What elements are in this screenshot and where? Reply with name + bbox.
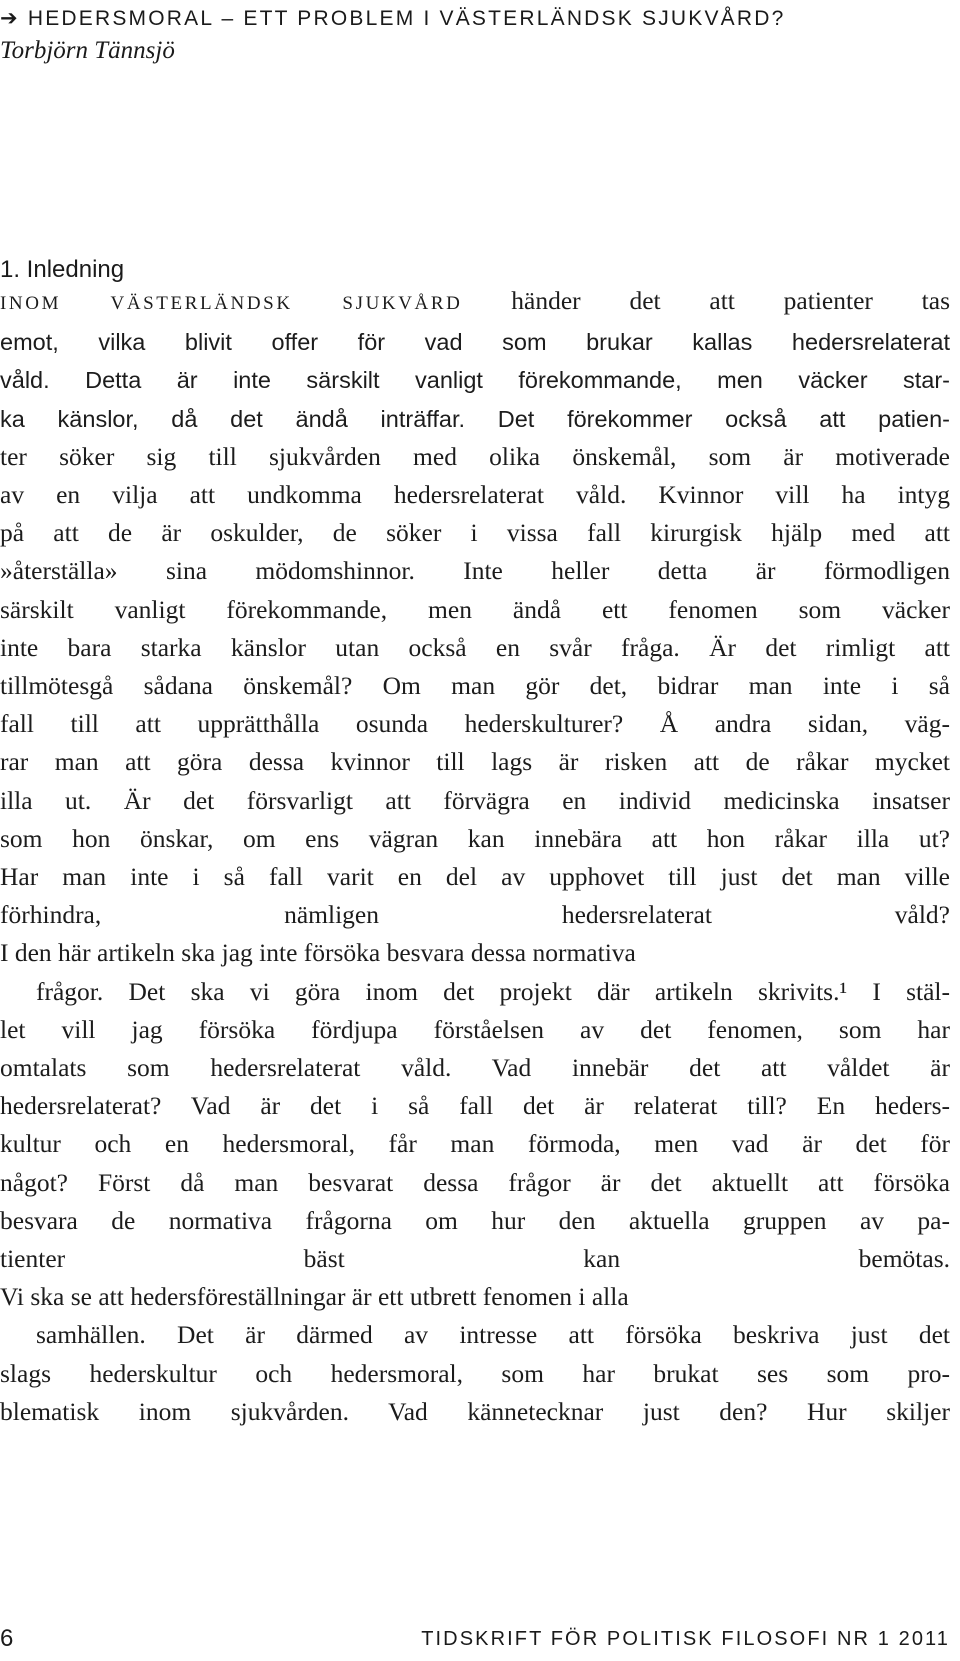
page-header (0, 4, 960, 68)
body-line: våld. Detta är inte särskilt vanligt förekommande, men väcker star- (0, 367, 950, 394)
body-line: frågor. Det ska vi göra inom det projekt där artikeln skrivits.¹ I stäl- (36, 976, 950, 1006)
body-line: särskilt vanligt förekommande, men ändå ett fenomen som väcker (0, 594, 950, 624)
body-line: besvara de normativa frågorna om hur den aktuella gruppen av pa- (0, 1205, 950, 1235)
body-line: av en vilja att undkomma hedersrelaterat våld. Kvinnor vill ha intyg (0, 480, 950, 510)
body-line: let vill jag försöka fördjupa förståelsen av det fenomen, som har (0, 1014, 950, 1044)
section-heading: 1. Inledning (0, 256, 125, 283)
body-line: förhindra, nämligen hedersrelaterat våld? (0, 900, 950, 930)
body-line: rar man att göra dessa kvinnor till lags är risken att de råkar mycket (0, 747, 950, 777)
body-line: tienter bäst kan bemötas. (0, 1244, 950, 1274)
body-line: samhällen. Det är därmed av intresse att försöka beskriva just det (36, 1320, 950, 1350)
running-head: ➔ HEDERSMORAL – ETT PROBLEM I VÄSTERLÄNDSK SJUKVÅRD? (0, 7, 786, 30)
body-line-text: händer det att patienter tas (462, 286, 950, 315)
body-line: slags hederskultur och hedersmoral, som har brukat ses som pro- (0, 1358, 950, 1388)
body-line: emot, vilka blivit offer för vad som brukar kallas hedersrelaterat (0, 329, 950, 356)
page-footer (0, 1622, 950, 1656)
body-line: Vi ska se att hedersföreställningar är ett utbrett fenomen i alla (0, 1282, 629, 1312)
body-line: Har man inte i så fall varit en del av upphovet till just det man ville (0, 862, 950, 892)
journal-name: TIDSKRIFT FÖR POLITISK FILOSOFI NR 1 2011 (421, 1628, 950, 1650)
body-line: I den här artikeln ska jag inte försöka besvara dessa normativa (0, 938, 636, 968)
article-body (0, 282, 950, 1431)
body-line: på att de är oskulder, de söker i vissa fall kirurgisk hjälp med att (0, 518, 950, 548)
body-line: fall till att upprätthålla osunda hederskulturer? Å andra sidan, väg- (0, 709, 950, 739)
body-line: kultur och en hedersmoral, får man förmoda, men vad är det för (0, 1129, 950, 1159)
page-number: 6 (0, 1625, 14, 1652)
body-line: något? Först då man besvarat dessa frågor är det aktuellt att försöka (0, 1167, 950, 1197)
body-line: omtalats som hedersrelaterat våld. Vad innebär det att våldet är (0, 1053, 950, 1083)
body-line: »återställa» sina mödomshinnor. Inte heller detta är förmodligen (0, 556, 950, 586)
author-name: Torbjörn Tännsjö (0, 37, 175, 64)
body-line: ter söker sig till sjukvården med olika önskemål, som är motiverade (0, 441, 950, 471)
body-line (0, 282, 950, 323)
body-line: illa ut. Är det försvarligt att förvägra en individ medicinska insatser (0, 785, 950, 815)
lead-in-smallcaps: INOM VÄSTERLÄNDSK SJUKVÅRD (0, 293, 463, 314)
body-line: hedersrelaterat? Vad är det i så fall det är relaterat till? En heders- (0, 1091, 950, 1121)
body-line: inte bara starka känslor utan också en svår fråga. Är det rimligt att (0, 632, 950, 662)
body-line: som hon önskar, om ens vägran kan innebära att hon råkar illa ut? (0, 823, 950, 853)
body-line: ka känslor, då det ändå inträffar. Det förekommer också att patien- (0, 405, 950, 432)
body-line: blematisk inom sjukvården. Vad kännetecknar just den? Hur skiljer (0, 1396, 950, 1426)
body-line: tillmötesgå sådana önskemål? Om man gör det, bidrar man inte i så (0, 671, 950, 701)
